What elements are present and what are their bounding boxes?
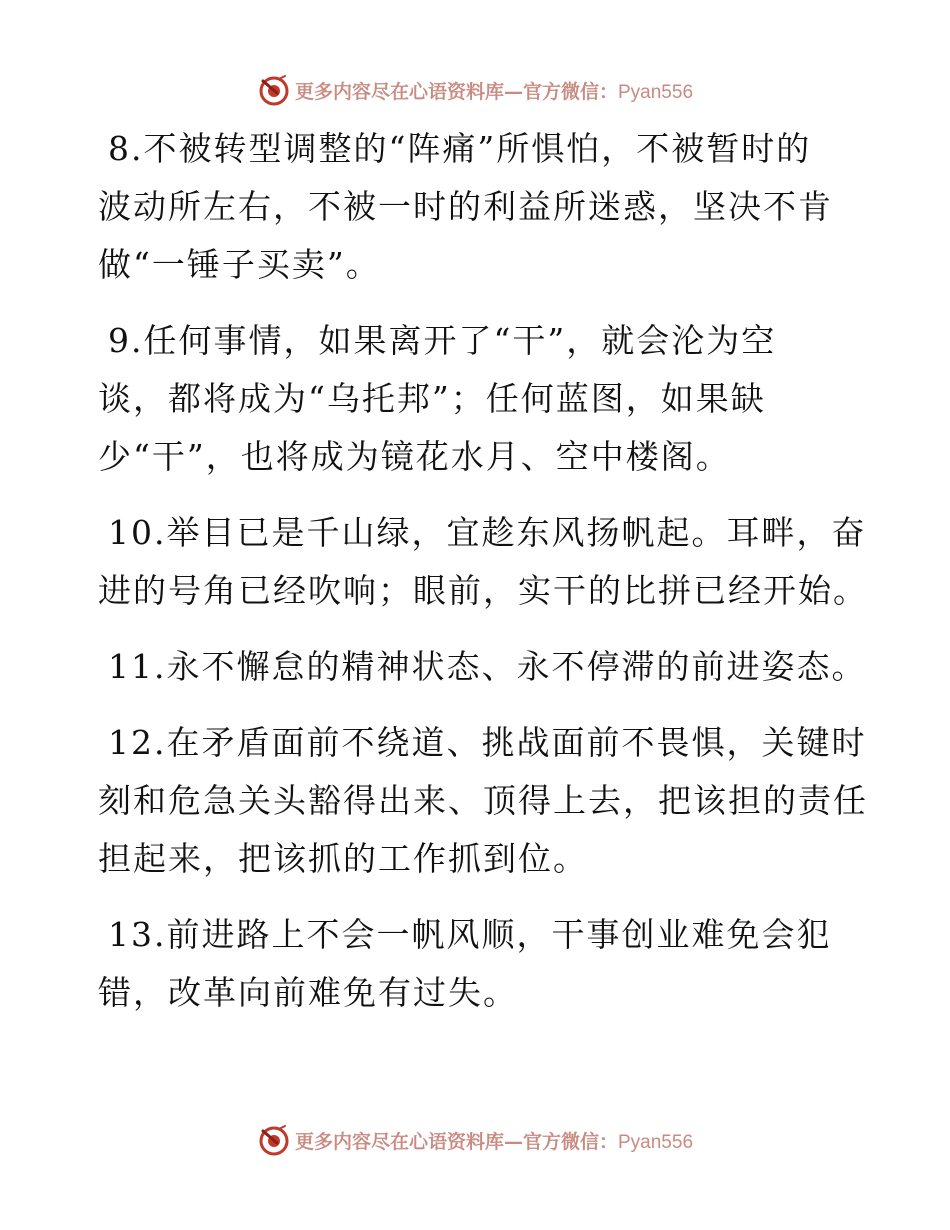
paragraph-line: 13.前进路上不会一帆风顺，干事创业难免会犯 bbox=[108, 915, 832, 954]
paragraph-line: 谈，都将成为“乌托邦”；任何蓝图，如果缺 bbox=[98, 379, 766, 418]
paragraph-line: 8.不被转型调整的“阵痛”所惧怕，不被暂时的 bbox=[108, 129, 812, 168]
paragraph-line: 少“干”，也将成为镜花水月、空中楼阁。 bbox=[98, 437, 731, 476]
red-disc-logo-icon bbox=[257, 73, 291, 107]
document-body bbox=[98, 120, 868, 1040]
paragraph-line: 12.在矛盾面前不绕道、挑战面前不畏惧，关键时 bbox=[108, 723, 867, 762]
banner-text: 更多内容尽在心语资料库—官方微信：Pyan556 bbox=[294, 1130, 694, 1153]
footer-banner bbox=[0, 1120, 950, 1160]
paragraph-line: 做“一锤子买卖”。 bbox=[98, 245, 381, 284]
paragraph-line: 刻和危急关头豁得出来、顶得上去，把该担的责任 bbox=[98, 781, 868, 820]
paragraph-12 bbox=[98, 714, 868, 888]
paragraph-9 bbox=[98, 312, 858, 486]
paragraph-line: 11.永不懈怠的精神状态、永不停滞的前进姿态。 bbox=[108, 647, 867, 686]
paragraph-line: 进的号角已经吹响；眼前，实干的比拼已经开始。 bbox=[98, 571, 868, 610]
paragraph-13 bbox=[98, 906, 858, 1022]
red-disc-logo-icon bbox=[257, 1123, 291, 1157]
wechat-id: Pyan556 bbox=[618, 81, 694, 103]
banner-text: 更多内容尽在心语资料库—官方微信：Pyan556 bbox=[294, 80, 694, 103]
paragraph-line: 波动所左右，不被一时的利益所迷惑，坚决不肯 bbox=[98, 187, 833, 226]
paragraph-10 bbox=[98, 504, 868, 620]
header-banner bbox=[0, 70, 950, 110]
paragraph-8 bbox=[98, 120, 858, 294]
paragraph-line: 错，改革向前难免有过失。 bbox=[98, 973, 518, 1012]
paragraph-line: 10.举目已是千山绿，宜趁东风扬帆起。耳畔，奋 bbox=[108, 513, 867, 552]
wechat-id: Pyan556 bbox=[618, 1131, 694, 1153]
paragraph-line: 9.任何事情，如果离开了“干”，就会沦为空 bbox=[108, 321, 777, 360]
paragraph-line: 担起来，把该抓的工作抓到位。 bbox=[98, 839, 588, 878]
paragraph-11 bbox=[98, 638, 867, 696]
